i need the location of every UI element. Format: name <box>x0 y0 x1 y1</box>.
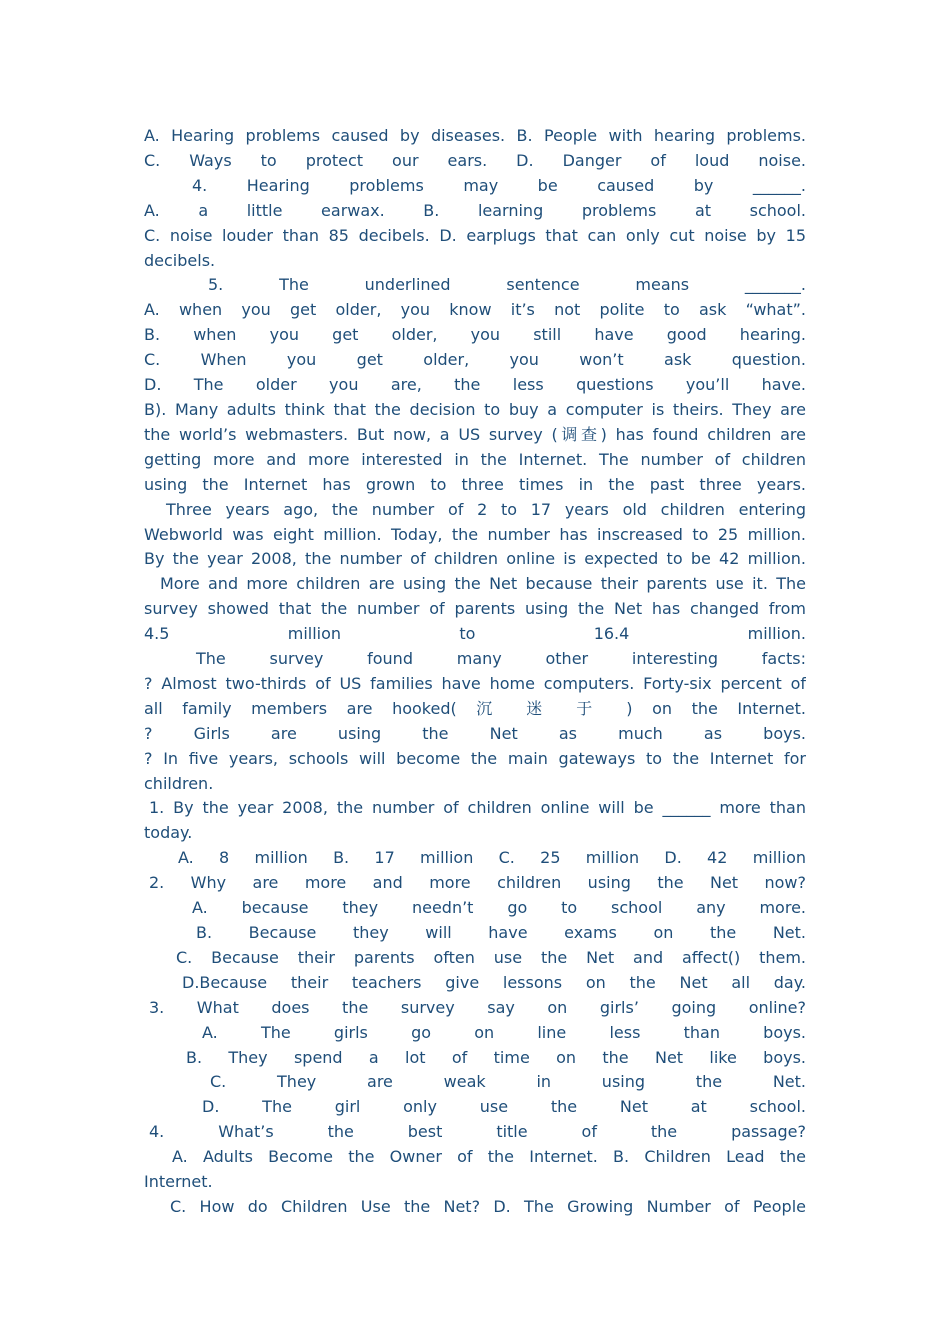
text-line: C. They are weak in using the Net. <box>210 1072 806 1092</box>
text-line: survey showed that the number of parents using the Net has changed from <box>144 599 806 619</box>
text-line: Three years ago, the number of 2 to 17 years old children entering <box>166 499 806 519</box>
text-line: using the Internet has grown to three times in the past three years. <box>144 474 806 494</box>
text-line: B. when you get older, you still have good hearing. <box>144 325 806 345</box>
text-line: B). Many adults think that the decision to buy a computer is theirs. They are <box>144 399 806 419</box>
text-line: A. 8 million B. 17 million C. 25 million D. 42 million <box>178 848 806 868</box>
text-line: the world’s webmasters. But now, a US survey (调查) has found children are <box>144 424 806 444</box>
text-line: C. How do Children Use the Net? D. The Growing Number of People <box>170 1196 806 1216</box>
text-line: D. The girl only use the Net at school. <box>202 1097 806 1117</box>
text-line: Webworld was eight million. Today, the number has inscreased to 25 million. <box>144 524 806 544</box>
text-line: children. <box>144 773 214 793</box>
text-line: A. a little earwax. B. learning problems at school. <box>144 200 806 220</box>
text-line: ? In five years, schools will become the main gateways to the Internet for <box>144 748 806 768</box>
text-line: C. When you get older, you won’t ask question. <box>144 350 806 370</box>
text-line: A. The girls go on line less than boys. <box>202 1022 806 1042</box>
text-line: D. The older you are, the less questions you’ll have. <box>144 375 806 395</box>
text-line: getting more and more interested in the Internet. The number of children <box>144 449 806 469</box>
text-line: More and more children are using the Net because their parents use it. The <box>160 574 806 594</box>
text-line: 4. What’s the best title of the passage? <box>149 1122 806 1142</box>
text-line: ? Girls are using the Net as much as boys. <box>144 723 806 743</box>
text-line: By the year 2008, the number of children online is expected to be 42 million. <box>144 549 806 569</box>
text-line: today. <box>144 823 193 843</box>
text-line: C. Ways to protect our ears. D. Danger of loud noise. <box>144 150 806 170</box>
text-line: 4.5 million to 16.4 million. <box>144 624 806 644</box>
text-line: A. Adults Become the Owner of the Internet. B. Children Lead the <box>172 1147 806 1167</box>
text-line: 4. Hearing problems may be caused by ______. <box>192 175 806 195</box>
text-line: D.Because their teachers give lessons on the Net all day. <box>182 972 806 992</box>
text-line: B. They spend a lot of time on the Net like boys. <box>186 1047 806 1067</box>
text-line: 2. Why are more and more children using the Net now? <box>149 873 806 893</box>
text-line: The survey found many other interesting facts: <box>196 649 806 669</box>
text-line: all family members are hooked( 沉 迷 于 ) on the Internet. <box>144 698 806 718</box>
text-line: decibels. <box>144 250 216 270</box>
text-line: 1. By the year 2008, the number of children online will be ______ more than <box>149 798 806 818</box>
text-line: ? Almost two-thirds of US families have home computers. Forty-six percent of <box>144 673 806 693</box>
text-line: C. noise louder than 85 decibels. D. earplugs that can only cut noise by 15 <box>144 225 806 245</box>
document-body <box>144 124 806 1220</box>
text-line: 3. What does the survey say on girls’ going online? <box>149 997 806 1017</box>
text-line: 5. The underlined sentence means _______. <box>208 275 806 295</box>
text-line: B. Because they will have exams on the Net. <box>196 923 806 942</box>
text-line: A. Hearing problems caused by diseases. B. People with hearing problems. <box>144 126 806 145</box>
text-line: A. because they needn’t go to school any more. <box>192 898 806 918</box>
text-line: A. when you get older, you know it’s not polite to ask “what”. <box>144 300 806 320</box>
text-line: Internet. <box>144 1172 213 1192</box>
text-line: C. Because their parents often use the Net and affect() them. <box>176 947 806 967</box>
